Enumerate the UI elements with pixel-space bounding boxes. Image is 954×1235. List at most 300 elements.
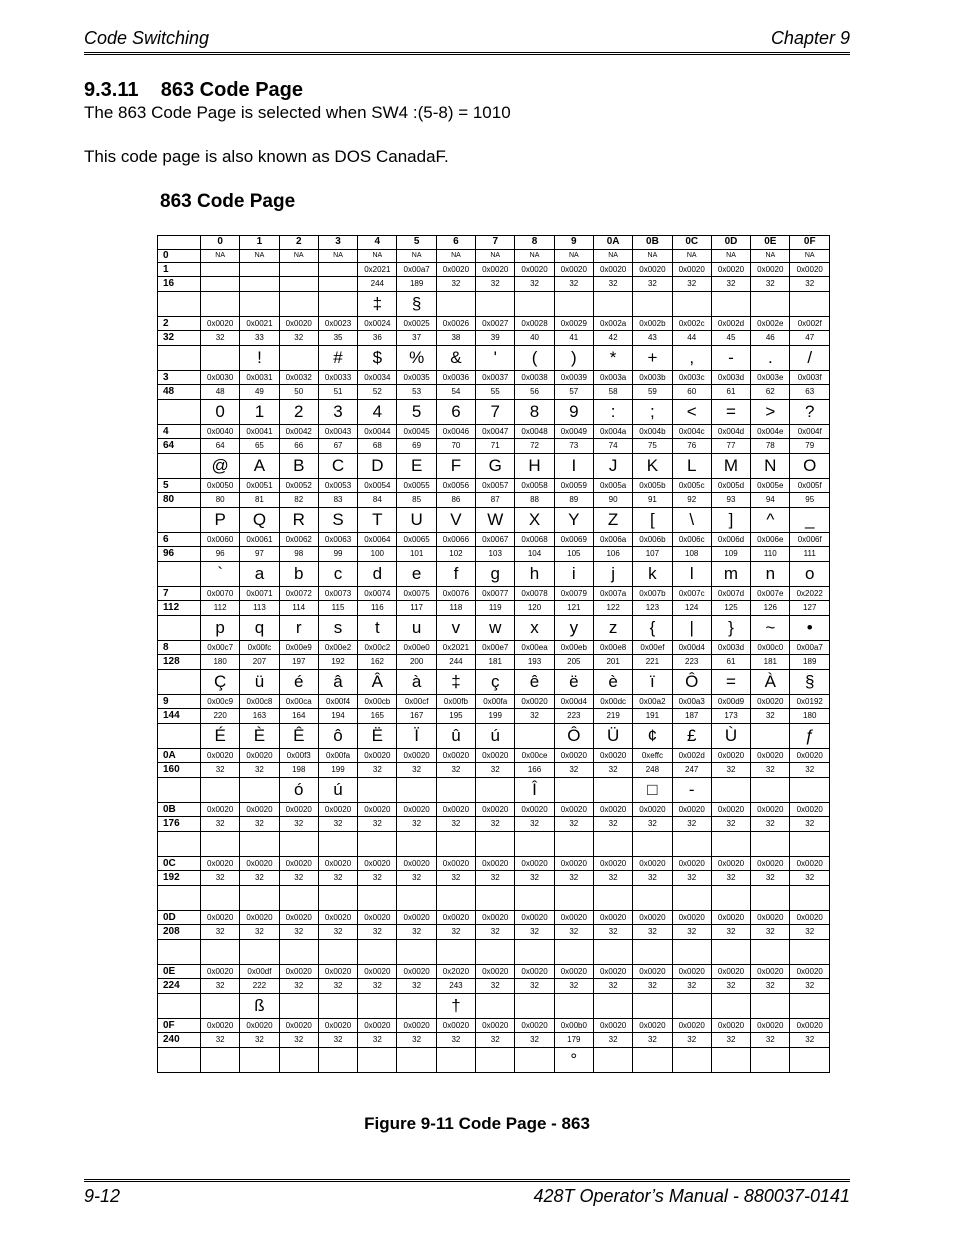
hex-cell: 0x0036 xyxy=(436,371,475,385)
glyph-cell: Y xyxy=(554,508,593,533)
hex-cell: 0x0020 xyxy=(672,263,711,277)
hex-cell: 0x0020 xyxy=(751,695,790,709)
hex-cell: 0x0020 xyxy=(397,911,436,925)
glyph-cell xyxy=(593,778,632,803)
hex-cell xyxy=(279,263,318,277)
glyph-cell: ? xyxy=(790,400,830,425)
glyph-cell: M xyxy=(711,454,750,479)
decimal-cell: 189 xyxy=(790,655,830,670)
glyph-cell: ~ xyxy=(751,616,790,641)
hex-cell: 0x004e xyxy=(751,425,790,439)
decimal-cell: 32 xyxy=(593,817,632,832)
hex-cell: 0x0078 xyxy=(515,587,554,601)
glyph-cell: V xyxy=(436,508,475,533)
hex-cell: 0x0020 xyxy=(593,263,632,277)
na-cell: NA xyxy=(201,250,240,263)
hex-cell: 0x0020 xyxy=(593,749,632,763)
hex-cell: 0x2020 xyxy=(436,965,475,979)
hex-cell: 0x0020 xyxy=(790,965,830,979)
glyph-cell: p xyxy=(201,616,240,641)
alias-paragraph: This code page is also known as DOS CanadaF. xyxy=(84,147,449,166)
hex-cell: 0x0052 xyxy=(279,479,318,493)
decimal-cell: 32 xyxy=(476,1033,515,1048)
decimal-cell: 32 xyxy=(554,871,593,886)
decimal-cell: 32 xyxy=(515,979,554,994)
hex-cell: 0x0020 xyxy=(358,911,397,925)
hex-cell: 0x0020 xyxy=(476,803,515,817)
hex-cell: 0x0020 xyxy=(240,1019,279,1033)
glyph-cell: 6 xyxy=(436,400,475,425)
glyph-cell xyxy=(240,886,279,911)
hex-cell: 0x0020 xyxy=(476,1019,515,1033)
hex-cell: 0x0049 xyxy=(554,425,593,439)
hex-cell: 0x0020 xyxy=(279,965,318,979)
decimal-cell: 81 xyxy=(240,493,279,508)
decimal-cell: 32 xyxy=(633,1033,672,1048)
glyph-cell: Ü xyxy=(593,724,632,749)
glyph-cell: † xyxy=(436,994,475,1019)
decimal-cell: 32 xyxy=(279,871,318,886)
glyph-cell xyxy=(711,1048,750,1073)
decimal-cell: 103 xyxy=(476,547,515,562)
glyph-cell xyxy=(790,940,830,965)
decimal-cell: 69 xyxy=(397,439,436,454)
glyph-cell: 8 xyxy=(515,400,554,425)
glyph-cell: 4 xyxy=(358,400,397,425)
glyph-cell xyxy=(201,1048,240,1073)
hex-cell: 0x0020 xyxy=(358,749,397,763)
hex-cell: 0x0062 xyxy=(279,533,318,547)
glyph-cell: H xyxy=(515,454,554,479)
decimal-cell: 32 xyxy=(593,277,632,292)
hex-cell: 0x0020 xyxy=(436,1019,475,1033)
column-header: 6 xyxy=(436,236,475,250)
corner-cell xyxy=(158,236,201,250)
decimal-cell: 32 xyxy=(240,1033,279,1048)
hex-cell: 0x002f xyxy=(790,317,830,331)
decimal-cell: 162 xyxy=(358,655,397,670)
hex-cell: 0x0020 xyxy=(633,263,672,277)
na-cell: NA xyxy=(672,250,711,263)
hex-cell: 0x002b xyxy=(633,317,672,331)
glyph-cell: f xyxy=(436,562,475,587)
glyph-cell: q xyxy=(240,616,279,641)
glyph-cell xyxy=(711,292,750,317)
hex-cell: 0x0020 xyxy=(240,803,279,817)
glyph-cell: N xyxy=(751,454,790,479)
column-header: 2 xyxy=(279,236,318,250)
hex-cell: 0x0056 xyxy=(436,479,475,493)
hex-cell: 0x006d xyxy=(711,533,750,547)
decimal-cell: 189 xyxy=(397,277,436,292)
decimal-cell: 32 xyxy=(751,1033,790,1048)
glyph-cell xyxy=(751,724,790,749)
glyph-cell: ô xyxy=(318,724,357,749)
hex-cell: 0x0039 xyxy=(554,371,593,385)
row-offset: 112 xyxy=(158,601,201,616)
decimal-cell: 32 xyxy=(790,817,830,832)
decimal-cell: 32 xyxy=(711,817,750,832)
decimal-cell: 32 xyxy=(515,817,554,832)
decimal-cell: 32 xyxy=(554,925,593,940)
glyph-cell: ; xyxy=(633,400,672,425)
na-cell: NA xyxy=(711,250,750,263)
decimal-cell: 32 xyxy=(633,817,672,832)
glyph-cell xyxy=(436,832,475,857)
decimal-cell: 223 xyxy=(672,655,711,670)
glyph-cell: o xyxy=(790,562,830,587)
row-offset: 240 xyxy=(158,1033,201,1048)
decimal-cell: 80 xyxy=(201,493,240,508)
hex-cell: 0x0020 xyxy=(672,965,711,979)
hex-cell: 0x0047 xyxy=(476,425,515,439)
column-header: 0 xyxy=(201,236,240,250)
column-header: 0A xyxy=(593,236,632,250)
decimal-cell: 42 xyxy=(593,331,632,346)
glyph-cell xyxy=(554,292,593,317)
hex-cell xyxy=(318,263,357,277)
glyph-cell: n xyxy=(751,562,790,587)
glyph-cell: è xyxy=(593,670,632,695)
decimal-cell: 32 xyxy=(711,925,750,940)
decimal-cell: 119 xyxy=(476,601,515,616)
hex-cell: 0x0020 xyxy=(476,911,515,925)
hex-cell: 0x0055 xyxy=(397,479,436,493)
glyph-cell xyxy=(318,832,357,857)
decimal-cell xyxy=(318,277,357,292)
decimal-cell: 32 xyxy=(790,1033,830,1048)
decimal-cell: 165 xyxy=(358,709,397,724)
row-label: 9 xyxy=(158,695,201,709)
glyph-cell: K xyxy=(633,454,672,479)
glyph-cell: Ê xyxy=(279,724,318,749)
decimal-cell: 45 xyxy=(711,331,750,346)
glyph-cell: O xyxy=(790,454,830,479)
hex-cell: 0x0046 xyxy=(436,425,475,439)
glyph-cell: £ xyxy=(672,724,711,749)
hex-cell: 0x003a xyxy=(593,371,632,385)
glyph-cell: = xyxy=(711,400,750,425)
decimal-cell: 36 xyxy=(358,331,397,346)
glyph-cell: $ xyxy=(358,346,397,371)
na-cell: NA xyxy=(240,250,279,263)
row-offset: 16 xyxy=(158,277,201,292)
glyph-cell: ] xyxy=(711,508,750,533)
glyph-cell xyxy=(593,940,632,965)
hex-cell: 0x0020 xyxy=(790,911,830,925)
code-page-figure xyxy=(157,189,830,1091)
decimal-cell: 32 xyxy=(751,709,790,724)
decimal-cell: 180 xyxy=(201,655,240,670)
hex-cell: 0x0020 xyxy=(436,911,475,925)
glyph-cell: ê xyxy=(515,670,554,695)
footer-rule xyxy=(84,1179,850,1182)
glyph-cell xyxy=(751,292,790,317)
row-blank xyxy=(158,454,201,479)
glyph-cell xyxy=(201,778,240,803)
hex-cell: 0x0079 xyxy=(554,587,593,601)
hex-cell: 0x0068 xyxy=(515,533,554,547)
hex-cell: 0x0054 xyxy=(358,479,397,493)
decimal-cell: 32 xyxy=(279,817,318,832)
decimal-cell: 32 xyxy=(358,979,397,994)
row-blank xyxy=(158,940,201,965)
decimal-cell: 32 xyxy=(397,871,436,886)
hex-cell: 0x00fc xyxy=(240,641,279,655)
hex-cell: 0x0020 xyxy=(790,803,830,817)
glyph-cell xyxy=(436,292,475,317)
hex-cell: 0x0020 xyxy=(593,911,632,925)
decimal-cell: 191 xyxy=(633,709,672,724)
hex-cell: 0x00fa xyxy=(318,749,357,763)
decimal-cell: 32 xyxy=(476,817,515,832)
row-blank xyxy=(158,562,201,587)
decimal-cell: 51 xyxy=(318,385,357,400)
glyph-cell xyxy=(751,1048,790,1073)
hex-cell: 0x0020 xyxy=(476,749,515,763)
glyph-cell xyxy=(476,994,515,1019)
decimal-cell: 181 xyxy=(751,655,790,670)
decimal-cell: 193 xyxy=(515,655,554,670)
page-header xyxy=(84,28,850,50)
decimal-cell: 76 xyxy=(672,439,711,454)
glyph-cell xyxy=(358,778,397,803)
decimal-cell: 32 xyxy=(672,925,711,940)
glyph-cell xyxy=(240,778,279,803)
hex-cell: 0x0020 xyxy=(358,857,397,871)
hex-cell: 0x00dc xyxy=(593,695,632,709)
hex-cell: 0x0020 xyxy=(318,965,357,979)
decimal-cell: 98 xyxy=(279,547,318,562)
hex-cell: 0x0076 xyxy=(436,587,475,601)
hex-cell: 0x0057 xyxy=(476,479,515,493)
hex-cell: 0x005b xyxy=(633,479,672,493)
glyph-cell xyxy=(436,886,475,911)
decimal-cell: 127 xyxy=(790,601,830,616)
column-header: 9 xyxy=(554,236,593,250)
decimal-cell: 32 xyxy=(790,979,830,994)
decimal-cell: 32 xyxy=(201,763,240,778)
hex-cell: 0x003e xyxy=(751,371,790,385)
column-header: 0C xyxy=(672,236,711,250)
hex-cell: 0x0020 xyxy=(790,857,830,871)
hex-cell: 0x0020 xyxy=(397,749,436,763)
decimal-cell: 68 xyxy=(358,439,397,454)
decimal-cell: 32 xyxy=(240,763,279,778)
glyph-cell xyxy=(633,940,672,965)
decimal-cell: 77 xyxy=(711,439,750,454)
glyph-cell: ï xyxy=(633,670,672,695)
hex-cell: 0x0020 xyxy=(790,263,830,277)
hex-cell: 0x0026 xyxy=(436,317,475,331)
decimal-cell: 32 xyxy=(633,925,672,940)
column-header: 0F xyxy=(790,236,830,250)
decimal-cell: 50 xyxy=(279,385,318,400)
glyph-cell: l xyxy=(672,562,711,587)
glyph-cell xyxy=(672,292,711,317)
hex-cell: 0x006b xyxy=(633,533,672,547)
na-cell: NA xyxy=(358,250,397,263)
column-header: 0E xyxy=(751,236,790,250)
glyph-cell xyxy=(633,1048,672,1073)
glyph-cell xyxy=(240,832,279,857)
hex-cell: 0x0020 xyxy=(201,857,240,871)
decimal-cell: 92 xyxy=(672,493,711,508)
hex-cell: 0x0020 xyxy=(751,803,790,817)
glyph-cell xyxy=(751,778,790,803)
hex-cell: 0x0066 xyxy=(436,533,475,547)
hex-cell: 0x0020 xyxy=(593,803,632,817)
decimal-cell: 32 xyxy=(436,763,475,778)
decimal-cell: 173 xyxy=(711,709,750,724)
na-cell: NA xyxy=(751,250,790,263)
glyph-cell xyxy=(397,940,436,965)
hex-cell xyxy=(240,263,279,277)
column-header: 3 xyxy=(318,236,357,250)
glyph-cell: E xyxy=(397,454,436,479)
row-blank xyxy=(158,1048,201,1073)
glyph-cell xyxy=(790,886,830,911)
decimal-cell: 32 xyxy=(633,277,672,292)
decimal-cell: 122 xyxy=(593,601,632,616)
decimal-cell: 187 xyxy=(672,709,711,724)
glyph-cell xyxy=(515,994,554,1019)
glyph-cell: ß xyxy=(240,994,279,1019)
decimal-cell: 105 xyxy=(554,547,593,562)
hex-cell: 0x0050 xyxy=(201,479,240,493)
decimal-cell: 32 xyxy=(476,763,515,778)
decimal-cell: 120 xyxy=(515,601,554,616)
row-offset: 128 xyxy=(158,655,201,670)
hex-cell: 0x00a7 xyxy=(397,263,436,277)
hex-cell: 0x0020 xyxy=(672,911,711,925)
hex-cell: 0x00d4 xyxy=(672,641,711,655)
hex-cell: 0x0031 xyxy=(240,371,279,385)
glyph-cell: Î xyxy=(515,778,554,803)
glyph-cell xyxy=(751,886,790,911)
glyph-cell: D xyxy=(358,454,397,479)
glyph-cell: 7 xyxy=(476,400,515,425)
hex-cell: 0x0020 xyxy=(358,965,397,979)
glyph-cell: x xyxy=(515,616,554,641)
glyph-cell: # xyxy=(318,346,357,371)
hex-cell: 0x00a3 xyxy=(672,695,711,709)
na-cell: NA xyxy=(593,250,632,263)
decimal-cell: 49 xyxy=(240,385,279,400)
decimal-cell: 32 xyxy=(554,763,593,778)
decimal-cell: 32 xyxy=(201,979,240,994)
na-cell: NA xyxy=(436,250,475,263)
hex-cell: 0x0020 xyxy=(436,749,475,763)
decimal-cell: 197 xyxy=(279,655,318,670)
glyph-cell xyxy=(279,346,318,371)
decimal-cell: 104 xyxy=(515,547,554,562)
glyph-cell xyxy=(515,724,554,749)
glyph-cell xyxy=(593,994,632,1019)
hex-cell: 0x00a7 xyxy=(790,641,830,655)
glyph-cell xyxy=(476,1048,515,1073)
decimal-cell: 32 xyxy=(279,979,318,994)
glyph-cell: à xyxy=(397,670,436,695)
decimal-cell: 58 xyxy=(593,385,632,400)
hex-cell: 0x00e8 xyxy=(593,641,632,655)
glyph-cell xyxy=(790,994,830,1019)
row-blank xyxy=(158,400,201,425)
glyph-cell: e xyxy=(397,562,436,587)
decimal-cell: 32 xyxy=(751,817,790,832)
glyph-cell xyxy=(476,292,515,317)
hex-cell: 0x0060 xyxy=(201,533,240,547)
decimal-cell: 71 xyxy=(476,439,515,454)
decimal-cell: 32 xyxy=(751,277,790,292)
decimal-cell: 32 xyxy=(593,925,632,940)
decimal-cell: 223 xyxy=(554,709,593,724)
hex-cell: 0x0020 xyxy=(554,965,593,979)
glyph-cell xyxy=(711,940,750,965)
decimal-cell: 32 xyxy=(201,1033,240,1048)
decimal-cell: 32 xyxy=(593,763,632,778)
hex-cell: 0x0020 xyxy=(554,803,593,817)
glyph-cell: ü xyxy=(240,670,279,695)
glyph-cell xyxy=(554,778,593,803)
hex-cell: 0x0020 xyxy=(751,857,790,871)
hex-cell: 0x0020 xyxy=(201,803,240,817)
glyph-cell: â xyxy=(318,670,357,695)
hex-cell: 0x0192 xyxy=(790,695,830,709)
row-blank xyxy=(158,724,201,749)
glyph-cell: \ xyxy=(672,508,711,533)
row-offset: 192 xyxy=(158,871,201,886)
row-label: 0B xyxy=(158,803,201,817)
decimal-cell: 89 xyxy=(554,493,593,508)
glyph-cell xyxy=(279,832,318,857)
glyph-cell: d xyxy=(358,562,397,587)
row-offset: 48 xyxy=(158,385,201,400)
glyph-cell: ‡ xyxy=(358,292,397,317)
glyph-cell xyxy=(358,886,397,911)
decimal-cell: 32 xyxy=(515,925,554,940)
glyph-cell: 2 xyxy=(279,400,318,425)
glyph-cell xyxy=(751,832,790,857)
glyph-cell: < xyxy=(672,400,711,425)
hex-cell: 0x0020 xyxy=(751,911,790,925)
glyph-cell xyxy=(279,940,318,965)
decimal-cell: 38 xyxy=(436,331,475,346)
glyph-cell: * xyxy=(593,346,632,371)
glyph-cell: u xyxy=(397,616,436,641)
hex-cell: 0x007a xyxy=(593,587,632,601)
glyph-cell: Ç xyxy=(201,670,240,695)
hex-cell: 0x0059 xyxy=(554,479,593,493)
decimal-cell: 32 xyxy=(201,871,240,886)
glyph-cell: ú xyxy=(476,724,515,749)
glyph-cell xyxy=(240,292,279,317)
decimal-cell: 207 xyxy=(240,655,279,670)
decimal-cell: 32 xyxy=(751,979,790,994)
decimal-cell: 244 xyxy=(358,277,397,292)
glyph-cell xyxy=(672,994,711,1019)
decimal-cell: 88 xyxy=(515,493,554,508)
row-blank xyxy=(158,346,201,371)
decimal-cell: 59 xyxy=(633,385,672,400)
glyph-cell: y xyxy=(554,616,593,641)
decimal-cell: 75 xyxy=(633,439,672,454)
glyph-cell: • xyxy=(790,616,830,641)
row-label: 5 xyxy=(158,479,201,493)
decimal-cell: 110 xyxy=(751,547,790,562)
hex-cell: 0x003b xyxy=(633,371,672,385)
figure-caption: Figure 9-11 Code Page - 863 xyxy=(364,1114,590,1133)
